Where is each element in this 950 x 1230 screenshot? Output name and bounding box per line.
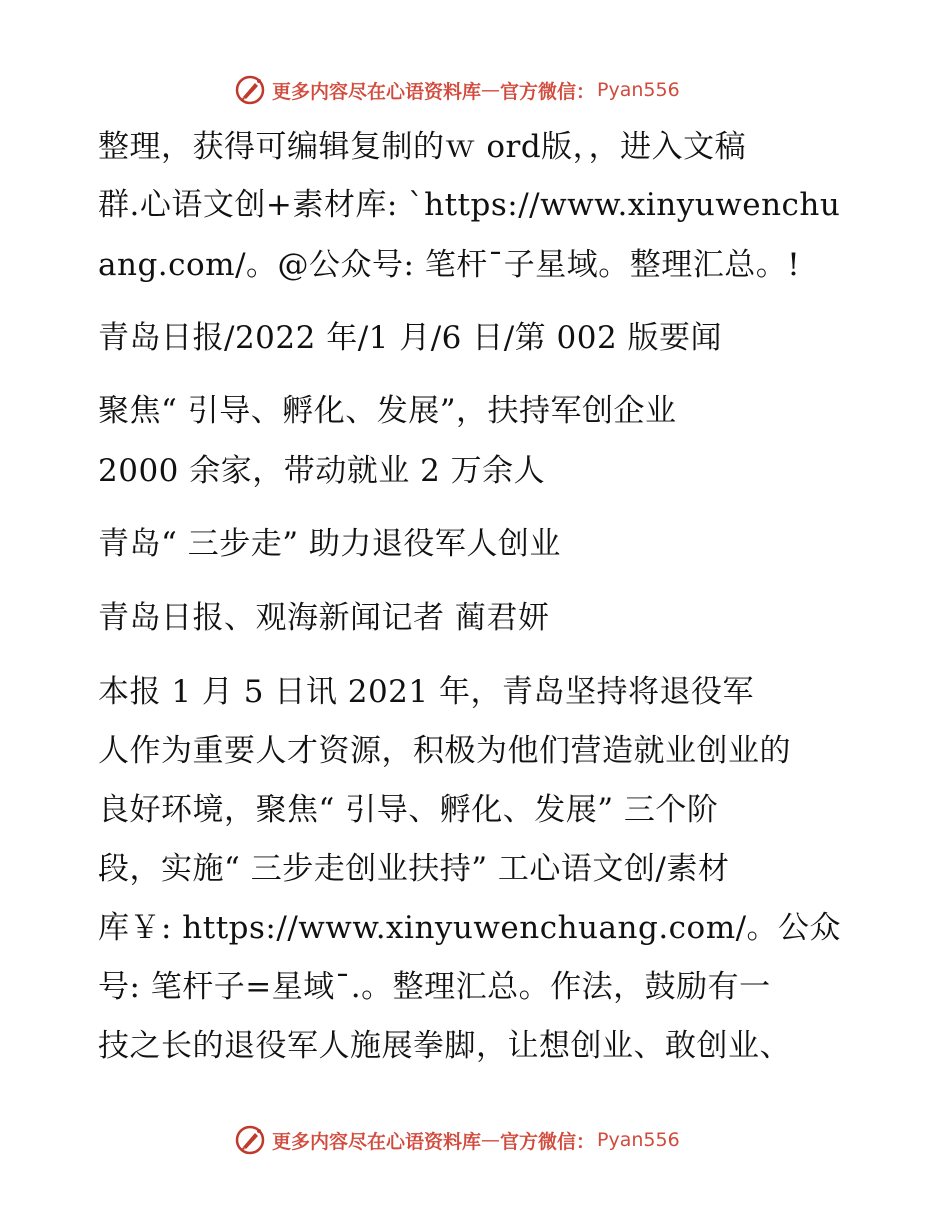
watermark-wechat-id: Pyan556 — [597, 79, 680, 101]
watermark-header — [234, 73, 680, 107]
watermark-dash: — — [481, 79, 501, 101]
text-line: 良好环境，聚焦“ 引导、孵化、发展” 三个阶 — [98, 792, 719, 828]
watermark-footer — [234, 1123, 680, 1157]
watermark-wechat-label: 官方微信： — [500, 80, 596, 103]
text-line: 人作为重要人才资源，积极为他们营造就业创业的 — [98, 733, 791, 769]
main-headline: 青岛“ 三步走” 助力退役军人创业 — [98, 526, 561, 562]
pen-logo-icon — [234, 74, 266, 106]
watermark-text: 更多内容尽在心语资料库 — [272, 80, 482, 103]
watermark-text: 更多内容尽在心语资料库 — [272, 1130, 482, 1153]
text-line: ang.com/。@公众号: 笔杆¯子星域。整理汇总。! — [98, 247, 801, 283]
text-line: 库￥: https://www.xinyuwenchuang.com/。公众 — [98, 910, 842, 946]
text-line: 段，实施“ 三步走创业扶持” 工心语文创/素材 — [98, 851, 730, 887]
watermark-wechat-id: Pyan556 — [597, 1129, 680, 1151]
headline-line-1: 聚焦“ 引导、孵化、发展”，扶持军创企业 — [98, 393, 677, 429]
text-line: 号: 笔杆子=星域¯.。整理汇总。作法，鼓励有一 — [98, 969, 771, 1005]
text-line: 整理，获得可编辑复制的ｗ ord版，，进入文稿 — [98, 129, 747, 165]
news-source-line: 青岛日报/2022 年/1 月/6 日/第 002 版要闻 — [98, 320, 723, 356]
text-line: 本报 1 月 5 日讯 2021 年，青岛坚持将退役军 — [98, 674, 754, 710]
pen-logo-icon — [234, 1124, 266, 1156]
text-line: 技之长的退役军人施展拳脚，让想创业、敢创业、 — [98, 1028, 791, 1064]
text-line: 群.心语文创+素材库: `https://www.xinyuwenchu — [98, 187, 841, 223]
watermark-dash: — — [481, 1129, 501, 1151]
byline: 青岛日报、观海新闻记者 蔺君妍 — [98, 600, 550, 636]
headline-line-2: 2000 余家，带动就业 2 万余人 — [98, 453, 546, 489]
watermark-wechat-label: 官方微信： — [500, 1130, 596, 1153]
